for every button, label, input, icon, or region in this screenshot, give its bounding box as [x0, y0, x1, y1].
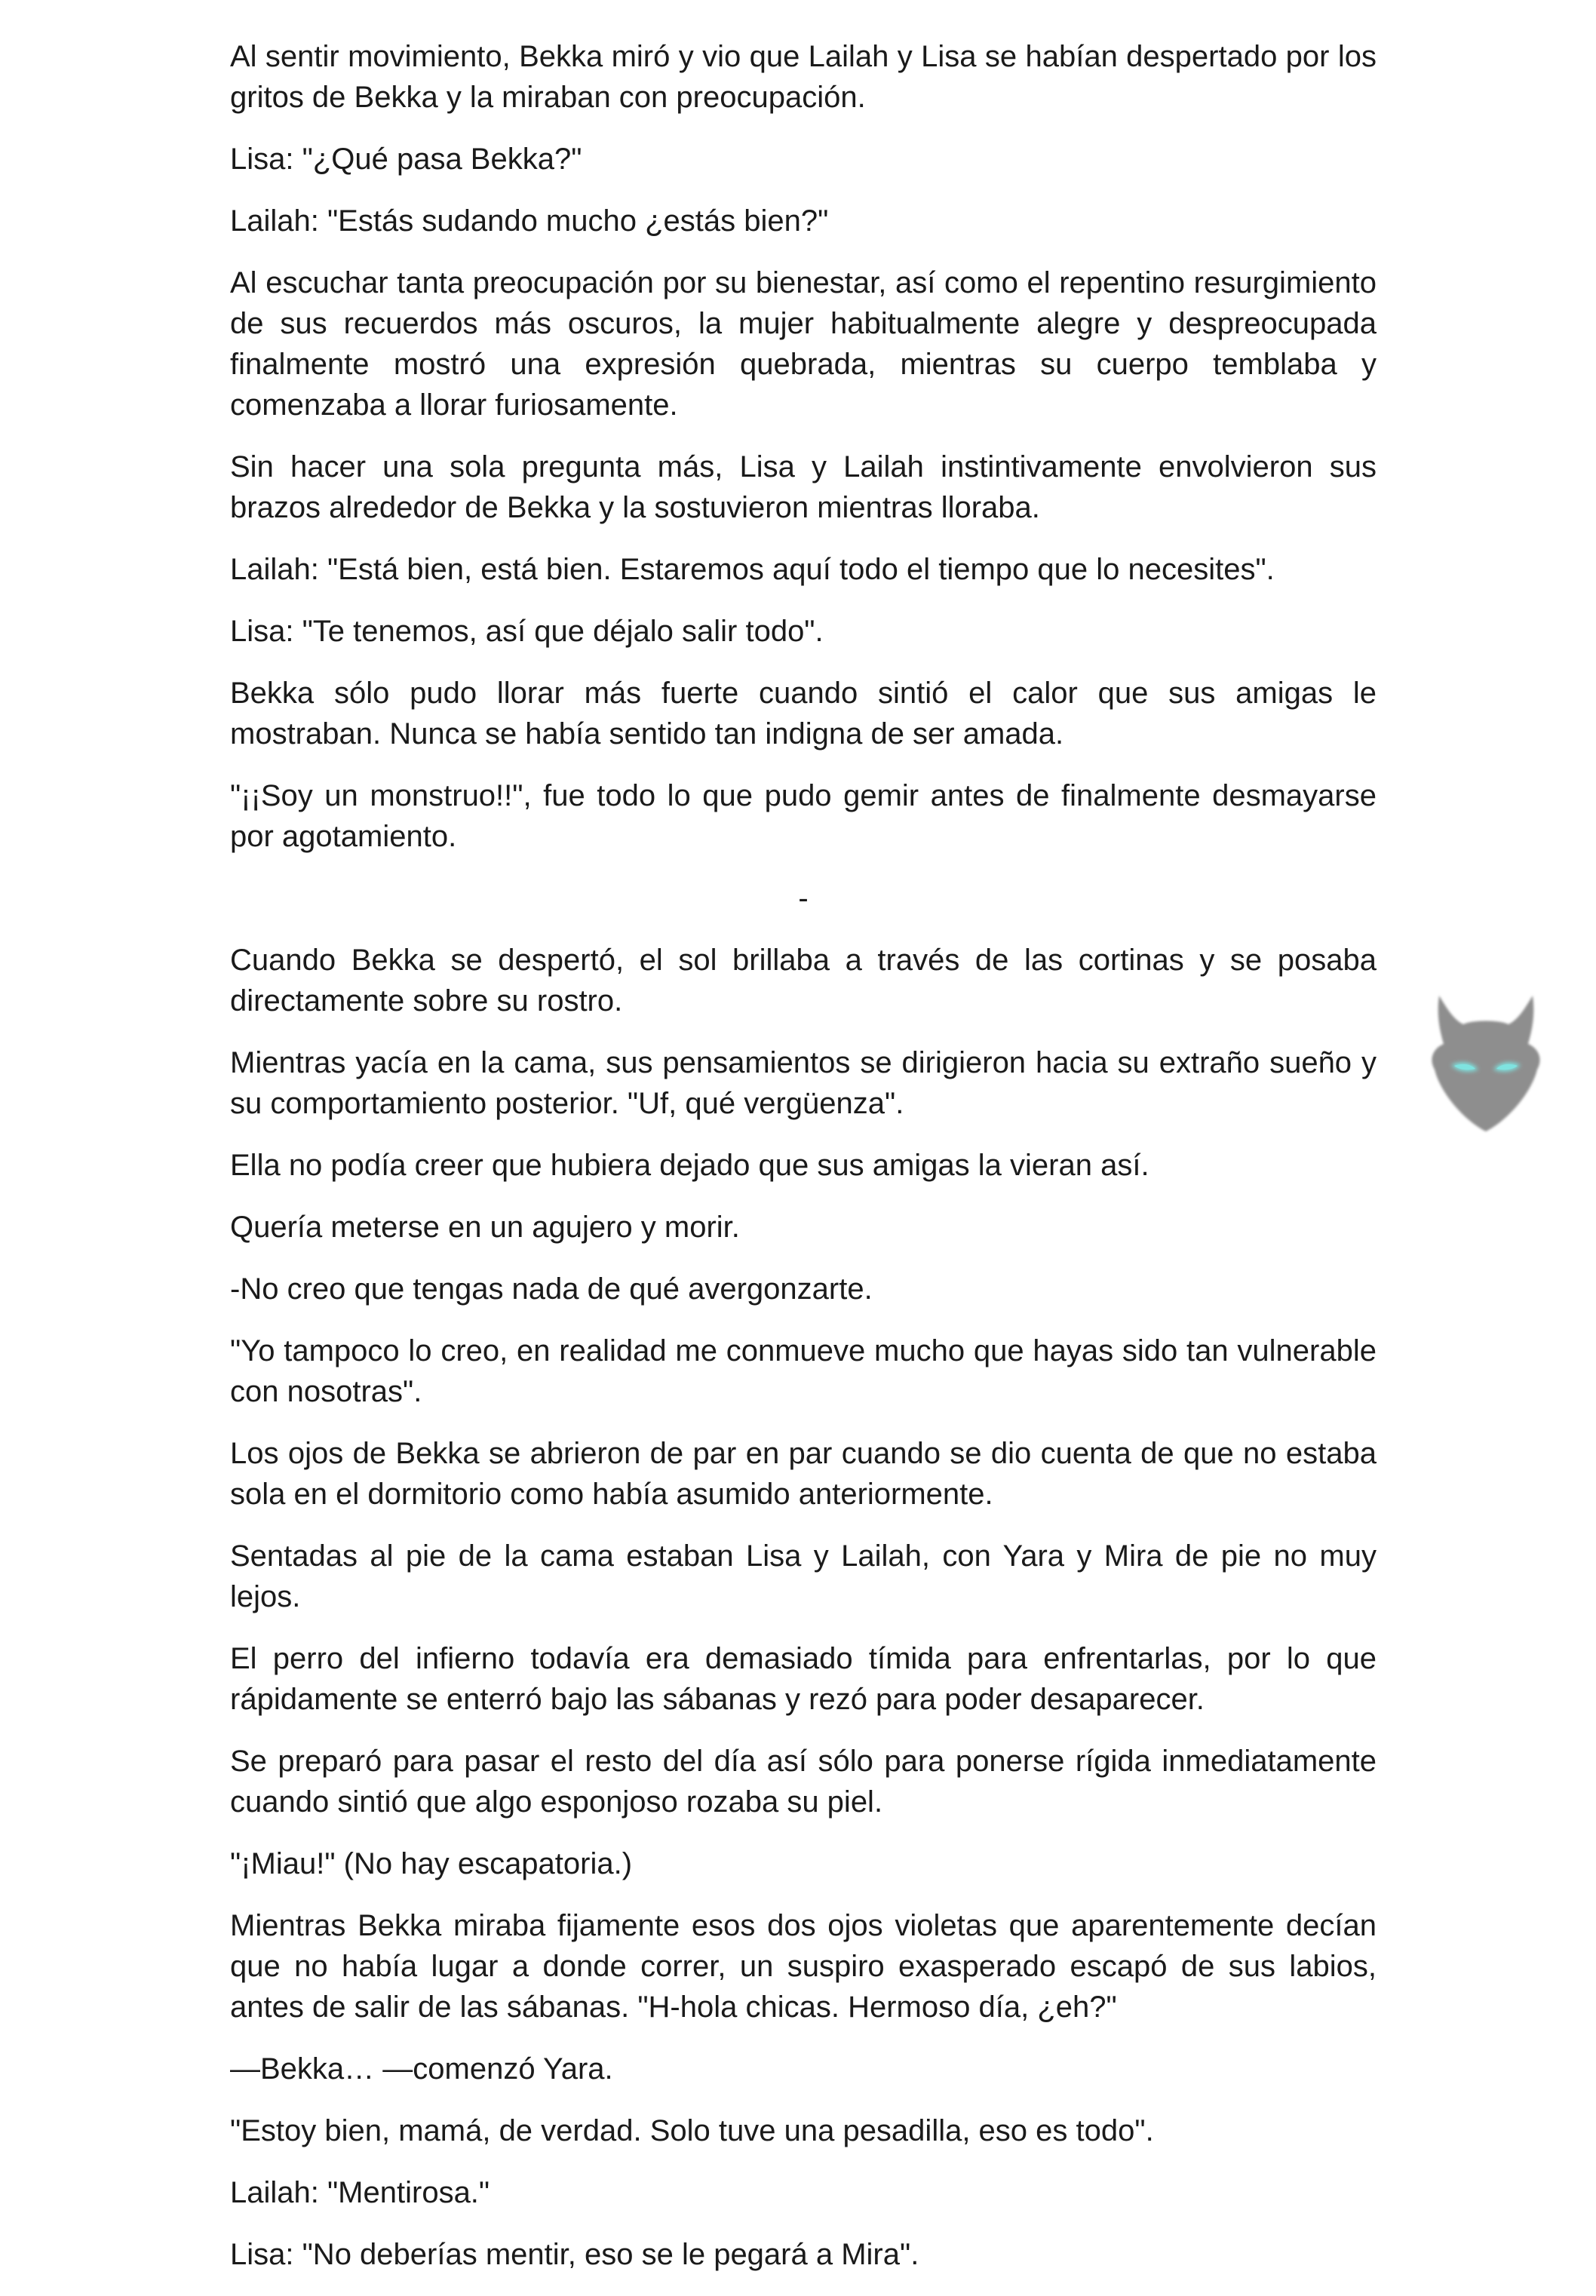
paragraph: Los ojos de Bekka se abrieron de par en par cuando se dio cuenta de que no estaba sola en el dormitorio como había asumido anteriormente.: [230, 1437, 1377, 1511]
demon-head-shape: [1432, 996, 1539, 1131]
paragraph: "Estoy bien, mamá, de verdad. Solo tuve una pesadilla, eso es todo".: [230, 2114, 1154, 2147]
paragraph: Al escuchar tanta preocupación por su bienestar, así como el repentino resurgimiento de sus recuerdos más oscuros, la mujer habitualmente alegre y despreocupada finalmente mostró una expresión quebrada, mientras su cuerpo temblaba y comenzaba a llorar furiosamente.: [230, 266, 1377, 422]
paragraph: Mientras yacía en la cama, sus pensamientos se dirigieron hacia su extraño sueño y su comportamiento posterior. "Uf, qué vergüenza".: [230, 1046, 1377, 1120]
scene-separator: -: [798, 882, 809, 915]
paragraph: —Bekka… —comenzó Yara.: [230, 2052, 613, 2086]
body-text: [230, 36, 1377, 2296]
paragraph: Mientras Bekka miraba fijamente esos dos ojos violetas que aparentemente decían que no había lugar a donde correr, un suspiro exasperado escapó de sus labios, antes de salir de las sábanas. "H-hola chicas. Hermoso día, ¿eh?": [230, 1909, 1377, 2024]
paragraph: Lisa: "Te tenemos, así que déjalo salir todo".: [230, 615, 824, 648]
paragraph: Ella no podía creer que hubiera dejado que sus amigas la vieran así.: [230, 1149, 1149, 1182]
paragraph: Lailah: "Mentirosa.": [230, 2176, 490, 2209]
paragraph: Lisa: "¿Qué pasa Bekka?": [230, 143, 582, 176]
demon-head-icon: [1418, 981, 1554, 1146]
paragraph: "¡¡Soy un monstruo!!", fue todo lo que pudo gemir antes de finalmente desmayarse por agotamiento.: [230, 779, 1377, 853]
paragraph: "¡Miau!" (No hay escapatoria.): [230, 1847, 633, 1880]
paragraph: Cuando Bekka se despertó, el sol brillaba a través de las cortinas y se posaba directamente sobre su rostro.: [230, 944, 1377, 1018]
paragraph: Se preparó para pasar el resto del día así sólo para ponerse rígida inmediatamente cuando sintió que algo esponjoso rozaba su piel.: [230, 1745, 1377, 1819]
paragraph: -No creo que tengas nada de qué avergonzarte.: [230, 1272, 873, 1306]
paragraph: Lisa: "No deberías mentir, eso se le pegará a Mira".: [230, 2238, 919, 2271]
paragraph: Lailah: "Está bien, está bien. Estaremos aquí todo el tiempo que lo necesites".: [230, 553, 1275, 586]
paragraph: "Yo tampoco lo creo, en realidad me conmueve mucho que hayas sido tan vulnerable con nosotras".: [230, 1334, 1377, 1408]
paragraph: Sentadas al pie de la cama estaban Lisa y Lailah, con Yara y Mira de pie no muy lejos.: [230, 1539, 1377, 1613]
paragraph: Sin hacer una sola pregunta más, Lisa y Lailah instintivamente envolvieron sus brazos alrededor de Bekka y la sostuvieron mientras lloraba.: [230, 450, 1377, 524]
paragraph: Lailah: "Estás sudando mucho ¿estás bien?": [230, 204, 829, 238]
paragraph: Bekka sólo pudo llorar más fuerte cuando sintió el calor que sus amigas le mostraban. Nunca se había sentido tan indigna de ser amada.: [230, 677, 1377, 750]
paragraph: Al sentir movimiento, Bekka miró y vio que Lailah y Lisa se habían despertado por los gritos de Bekka y la miraban con preocupación.: [230, 40, 1377, 114]
paragraph: Quería meterse en un agujero y morir.: [230, 1211, 740, 1244]
paragraph: El perro del infierno todavía era demasiado tímida para enfrentarlas, por lo que rápidamente se enterró bajo las sábanas y rezó para poder desaparecer.: [230, 1642, 1377, 1716]
